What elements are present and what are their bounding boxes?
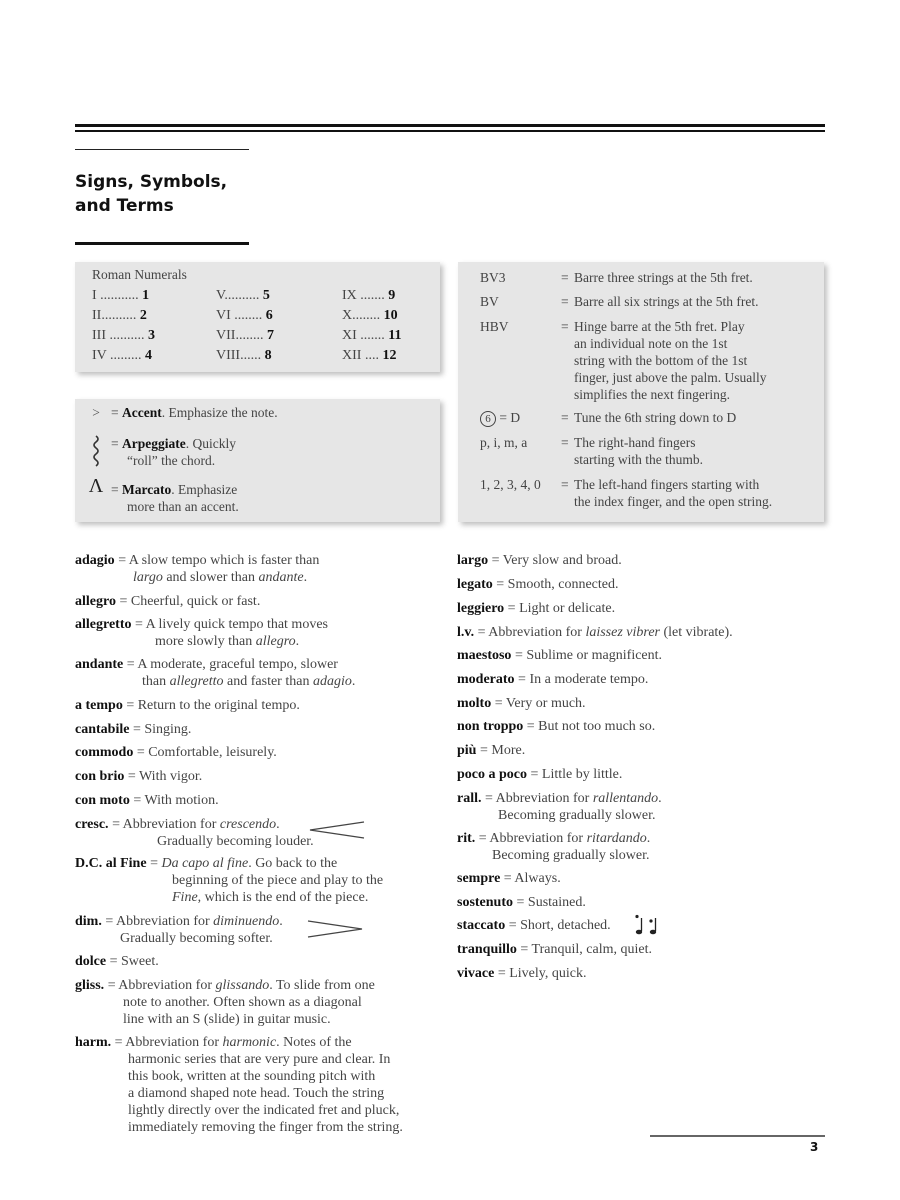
term-entry: allegretto = A lively quick tempo that moves more slowly than allegro. xyxy=(75,617,328,649)
page-title-line2: and Terms xyxy=(75,196,174,216)
term-entry: allegro = Cheerful, quick or fast. xyxy=(75,594,261,609)
term-entry: maestoso = Sublime or magnificent. xyxy=(457,648,663,663)
roman-item: VI ........ 6 xyxy=(216,308,273,323)
roman-item: III .......... 3 xyxy=(92,328,155,343)
term-entry: sostenuto = Sustained. xyxy=(457,895,586,910)
term-entry: cantabile = Singing. xyxy=(75,722,192,737)
term-entry: poco a poco = Little by little. xyxy=(457,767,623,782)
title-rule-top xyxy=(75,149,249,150)
articulation-marks-box: > = Accent. Emphasize the note. = Arpeggiate. Quickly “roll” the chord. Λ = Marcato. Emphasize more than an accent. xyxy=(75,399,440,522)
roman-item: XII .... 12 xyxy=(342,348,397,363)
string-six-icon: 6 xyxy=(480,411,496,427)
roman-item: II.......... 2 xyxy=(92,308,147,323)
roman-numerals-grid xyxy=(92,286,452,365)
header-rule-thin xyxy=(75,130,825,132)
arpeggio-icon xyxy=(87,435,105,473)
accent-icon: > xyxy=(92,405,100,420)
roman-numerals-heading: Roman Numerals xyxy=(92,267,187,282)
roman-item: IV ......... 4 xyxy=(92,348,153,363)
term-entry: tranquillo = Tranquil, calm, quiet. xyxy=(457,942,652,957)
term-entry: cresc. = Abbreviation for crescendo. Gradually becoming louder. xyxy=(75,817,314,849)
term-entry: leggiero = Light or delicate. xyxy=(457,601,616,616)
term-entry: staccato = Short, detached. xyxy=(457,918,611,933)
term-entry: rall. = Abbreviation for rallentando. Becoming gradually slower. xyxy=(457,791,662,823)
roman-item: V.......... 5 xyxy=(216,288,270,303)
term-entry: più = More. xyxy=(457,743,526,758)
roman-item: X........ 10 xyxy=(342,308,398,323)
roman-item: VIII...... 8 xyxy=(216,348,272,363)
term-entry: dolce = Sweet. xyxy=(75,954,159,969)
term-entry: molto = Very or much. xyxy=(457,696,586,711)
page-title xyxy=(75,170,295,218)
term-entry: non troppo = But not too much so. xyxy=(457,719,656,734)
footer-rule xyxy=(650,1135,825,1137)
term-entry: largo = Very slow and broad. xyxy=(457,553,622,568)
diminuendo-hairpin-icon xyxy=(306,919,364,939)
roman-item: IX ....... 9 xyxy=(342,288,396,303)
term-entry: andante = A moderate, graceful tempo, slower than allegretto and faster than adagio. xyxy=(75,657,356,689)
term-entry: con moto = With motion. xyxy=(75,793,219,808)
roman-item: XI ....... 11 xyxy=(342,328,402,343)
marcato-icon: Λ xyxy=(88,475,104,497)
term-entry: a tempo = Return to the original tempo. xyxy=(75,698,300,713)
term-entry: gliss. = Abbreviation for glissando. To slide from one note to another. Often shown as a diagonal line with an S (slide) in guitar music. xyxy=(75,978,375,1027)
roman-item: VII........ 7 xyxy=(216,328,274,343)
term-entry: commodo = Comfortable, leisurely. xyxy=(75,745,277,760)
roman-numerals-box xyxy=(75,262,440,372)
term-entry: legato = Smooth, connected. xyxy=(457,577,619,592)
term-entry: adagio = A slow tempo which is faster than largo and slower than andante. xyxy=(75,553,320,585)
term-entry: sempre = Always. xyxy=(457,871,561,886)
staccato-notes-icon xyxy=(633,914,659,936)
term-entry: D.C. al Fine = Da capo al fine. Go back to the beginning of the piece and play to the Fine, which is the end of the piece. xyxy=(75,856,384,905)
term-entry: harm. = Abbreviation for harmonic. Notes of the harmonic series that are very pure and clear. In this book, written at the sounding pitch with a diamond shaped note head. Touch the string lightly directly over the indicated fret and pluck, immediately removing the finger from the string. xyxy=(75,1035,403,1135)
header-rule-thick xyxy=(75,124,825,127)
term-entry: vivace = Lively, quick. xyxy=(457,966,587,981)
term-entry: moderato = In a moderate tempo. xyxy=(457,672,649,687)
page-number: 3 xyxy=(810,1140,819,1154)
barre-fingering-box: BV3 = Barre three strings at the 5th fret. BV = Barre all six strings at the 5th fret. HBV = Hinge barre at the 5th fret. Play an individual note on the 1st string with the bottom of the 1st finger, just above the palm. Usually simplifies the next fingering. 6 = D = Tune the 6th string down to D p, i, m, a = The right-hand fingers starting with the thumb. 1, 2, 3, 4, 0 = The left-hand fingers starting with the index finger, and the open string. xyxy=(458,262,824,522)
term-entry: l.v. = Abbreviation for laissez vibrer (let vibrate). xyxy=(457,625,733,640)
title-rule-bottom xyxy=(75,242,249,245)
crescendo-hairpin-icon xyxy=(308,820,366,840)
term-entry: dim. = Abbreviation for diminuendo. Gradually becoming softer. xyxy=(75,914,283,946)
term-entry: rit. = Abbreviation for ritardando. Becoming gradually slower. xyxy=(457,831,651,863)
page-title-line1: Signs, Symbols, xyxy=(75,172,228,192)
roman-item: I ........... 1 xyxy=(92,288,150,303)
term-entry: con brio = With vigor. xyxy=(75,769,203,784)
